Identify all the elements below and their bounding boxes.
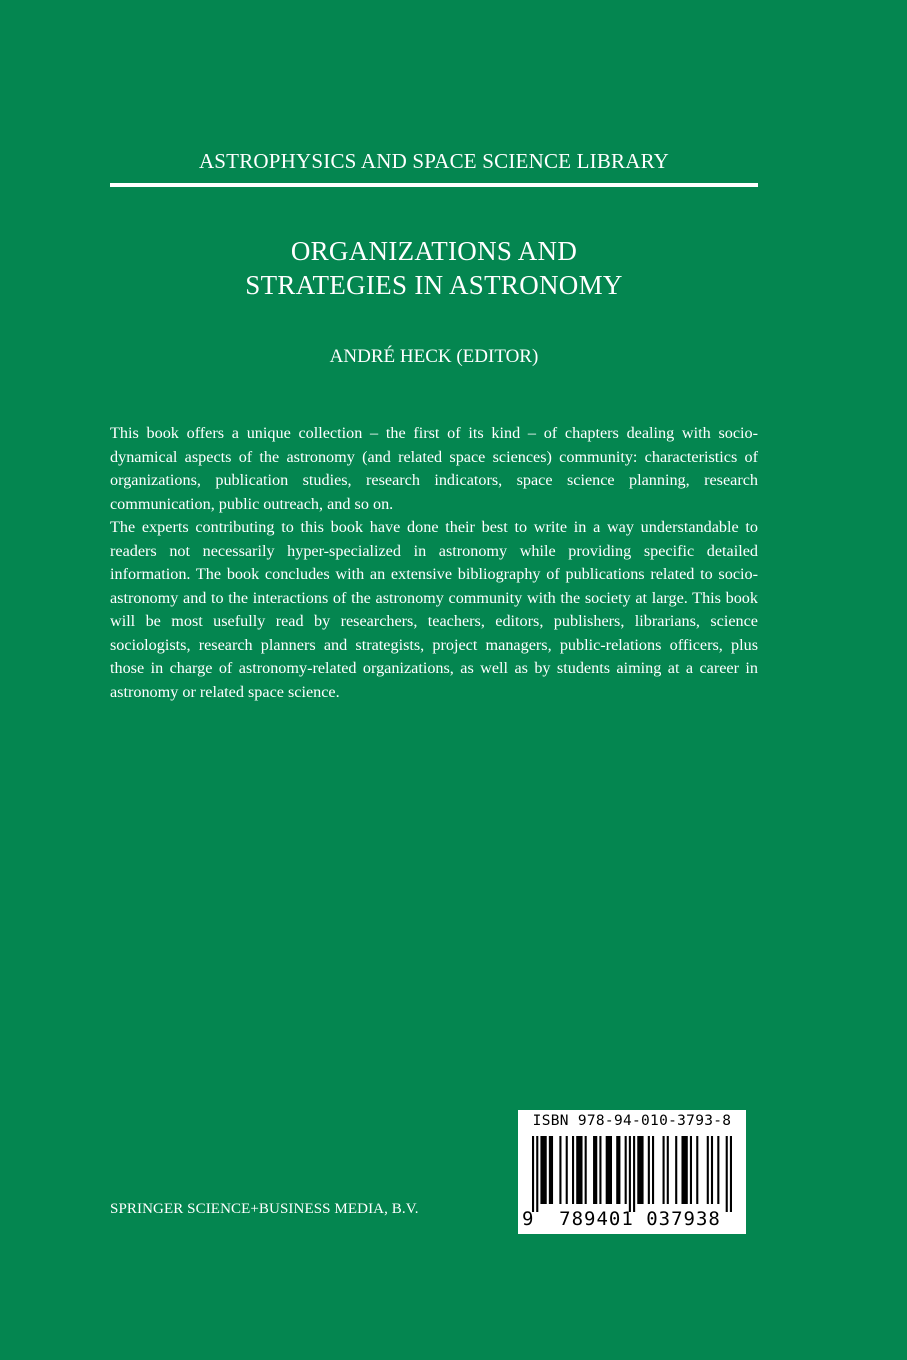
barcode-bar xyxy=(549,1136,553,1204)
barcode-bar xyxy=(593,1136,597,1204)
editor-credit: ANDRÉ HECK (EDITOR) xyxy=(329,346,539,367)
barcode-bars xyxy=(532,1136,732,1212)
barcode-bar xyxy=(585,1136,587,1204)
barcode-guard-bar xyxy=(532,1136,534,1212)
barcode-bar xyxy=(711,1136,713,1204)
series-divider xyxy=(110,183,758,187)
barcode-bar xyxy=(717,1136,719,1204)
barcode-guard-bar xyxy=(536,1136,538,1212)
book-title-line-2: STRATEGIES IN ASTRONOMY xyxy=(245,270,623,300)
barcode-bar xyxy=(696,1136,698,1204)
isbn-barcode xyxy=(518,1110,746,1234)
barcode-bar xyxy=(540,1136,546,1204)
isbn-label: ISBN 978-94-010-3793-8 xyxy=(532,1113,732,1129)
blurb-paragraph-2: The experts contributing to this book have done their best to write in a way understandable to readers not necessarily hyper-specialized in astronomy while providing specific detailed information. The book concludes with an extensive bibliography of publications related to socio-astronomy and to the interactions of the astronomy community with the society at large. This book will be most usefully read by researchers, teachers, editors, publishers, librarians, science sociologists, research planners and strategists, project managers, public-relations officers, plus those in charge of astronomy-related organizations, as well as by students aiming at a career in astronomy or related space science. xyxy=(110,518,758,701)
barcode-bar xyxy=(559,1136,561,1204)
barcode-bar xyxy=(599,1136,601,1204)
ean-remaining-digits: 789401 037938 xyxy=(559,1208,721,1230)
book-title-line-1: ORGANIZATIONS AND xyxy=(290,236,578,266)
barcode-bar xyxy=(637,1136,643,1204)
barcode-bar xyxy=(663,1136,665,1204)
barcode-bar xyxy=(616,1136,620,1204)
barcode-bar xyxy=(707,1136,709,1204)
barcode-bar xyxy=(667,1136,669,1204)
series-name: ASTROPHYSICS AND SPACE SCIENCE LIBRARY xyxy=(198,149,670,173)
barcode-bar xyxy=(572,1136,574,1204)
ean-first-digit: 9 xyxy=(522,1208,534,1230)
barcode-bar xyxy=(606,1136,612,1204)
description-blurb xyxy=(110,422,758,704)
publisher-name: SPRINGER SCIENCE+BUSINESS MEDIA, B.V. xyxy=(110,1201,419,1217)
barcode-guard-bar xyxy=(730,1136,732,1212)
barcode-bar xyxy=(681,1136,687,1204)
barcode-bar xyxy=(652,1136,654,1204)
barcode-bar xyxy=(576,1136,582,1204)
barcode-bar xyxy=(675,1136,677,1204)
barcode-bar xyxy=(648,1136,650,1204)
barcode-guard-bar xyxy=(633,1136,635,1212)
barcode-bar xyxy=(566,1136,568,1204)
barcode-bar xyxy=(625,1136,627,1204)
barcode-guard-bar xyxy=(726,1136,728,1212)
blurb-paragraph-1: This book offers a unique collection – the first of its kind – of chapters dealing with socio-dynamical aspects of the astronomy (and related space sciences) community: characteristics of organizations, publication studies, research indicators, space science planning, research communication, public outreach, and so on. xyxy=(110,424,758,513)
barcode-bar xyxy=(690,1136,692,1204)
book-title xyxy=(110,234,758,302)
barcode-guard-bar xyxy=(629,1136,631,1212)
